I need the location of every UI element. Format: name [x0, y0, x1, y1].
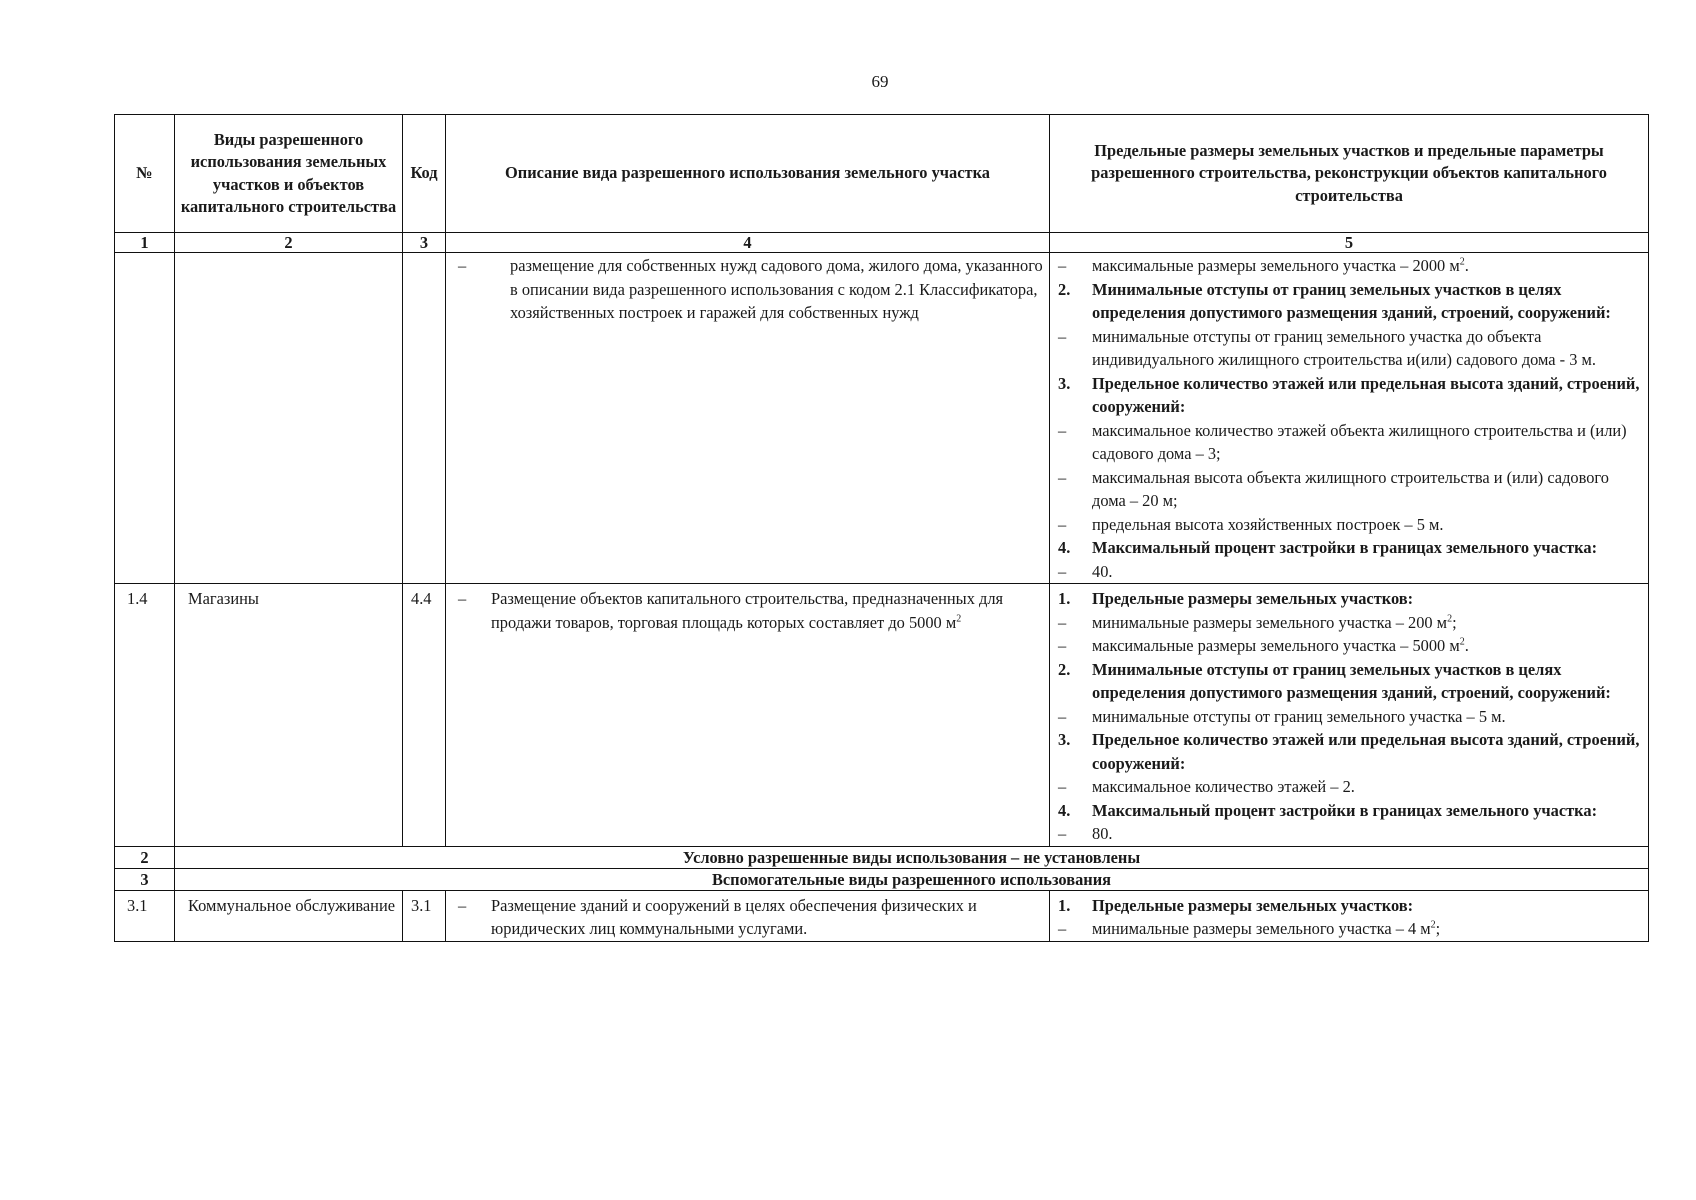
limit-heading [1050, 799, 1648, 823]
limit-text: Максимальный процент застройки в границах земельного участка: [1092, 538, 1598, 557]
superscript: 2 [1459, 256, 1465, 268]
section-title: Условно разрешенные виды использования – не установлены [175, 846, 1649, 868]
section-row-2 [115, 846, 1649, 868]
punctuation: . [1464, 256, 1469, 275]
row-code [403, 253, 446, 584]
limit-heading [1050, 658, 1648, 705]
row-no: 3.1 [115, 890, 175, 941]
description-item [446, 587, 1049, 634]
limit-item [1050, 254, 1648, 278]
limit-item [1050, 466, 1648, 513]
row-limits [1050, 890, 1649, 941]
header-kind: Виды разрешенного использования земельных участков и объектов капитального строительства [175, 115, 403, 233]
limit-heading [1050, 372, 1648, 419]
index-cell: 5 [1050, 233, 1649, 253]
punctuation: ; [1435, 919, 1441, 938]
limit-text: Максимальный процент застройки в границах земельного участка: [1092, 800, 1598, 820]
punctuation: . [1464, 636, 1469, 655]
limit-text: 40. [1092, 561, 1113, 581]
punctuation: ; [1452, 612, 1457, 632]
description-text: размещение для собственных нужд садового дома, жилого дома, указанного в описании вида разрешенного использования с кодом 2.1 Классификатора, хозяйственных построек и гаражей для собственных нужд [510, 256, 1043, 322]
description-text: Размещение объектов капитального строительства, предназначенных для продажи товаров, торговая площадь которых составляет до 5000 м [491, 589, 1004, 632]
number-marker: 1. [1058, 895, 1071, 915]
dash-marker: – [1058, 824, 1067, 843]
header-row [115, 115, 1649, 233]
table-row [115, 890, 1649, 941]
dash-marker: – [458, 256, 467, 275]
header-code: Код [403, 115, 446, 233]
limit-item [1050, 325, 1648, 372]
limit-text: минимальные размеры земельного участка – 4 м [1092, 919, 1431, 938]
limit-item [1050, 419, 1648, 466]
section-no: 2 [115, 846, 175, 868]
dash-marker: – [1058, 777, 1067, 796]
index-cell: 1 [115, 233, 175, 253]
limit-item [1050, 634, 1648, 658]
superscript: 2 [1459, 636, 1465, 648]
row-code: 4.4 [403, 584, 446, 847]
limit-text: Минимальные отступы от границ земельных участков в целях определения допустимого размещения зданий, строений, сооружений: [1092, 659, 1611, 702]
limit-heading [1050, 587, 1648, 611]
table-row [115, 253, 1649, 584]
row-description [446, 890, 1050, 941]
superscript: 2 [1447, 613, 1453, 625]
limit-text: Минимальные отступы от границ земельных участков в целях определения допустимого размещения зданий, строений, сооружений: [1092, 279, 1611, 322]
limit-text: Предельные размеры земельных участков: [1092, 589, 1414, 608]
dash-marker: – [1058, 706, 1067, 726]
section-title: Вспомогательные виды разрешенного использования [175, 868, 1649, 890]
dash-marker: – [1058, 420, 1067, 440]
limit-text: максимальное количество этажей объекта жилищного строительства и (или) садового дома – 3; [1092, 420, 1627, 463]
dash-marker: – [458, 895, 467, 915]
limit-text: максимальное количество этажей – 2. [1092, 777, 1355, 796]
dash-marker: – [1058, 636, 1067, 655]
dash-marker: – [1058, 467, 1067, 487]
row-description [446, 584, 1050, 847]
dash-marker: – [1058, 256, 1067, 275]
row-no: 1.4 [115, 584, 175, 847]
number-marker: 2. [1058, 279, 1071, 299]
row-kind: Коммунальное обслуживание [175, 890, 403, 941]
row-kind: Магазины [175, 584, 403, 847]
limit-item [1050, 513, 1648, 537]
description-text: Размещение зданий и сооружений в целях обеспечения физических и юридических лиц коммунальными услугами. [491, 895, 977, 938]
number-marker: 4. [1058, 538, 1071, 557]
index-cell: 2 [175, 233, 403, 253]
limit-heading [1050, 894, 1648, 918]
number-marker: 3. [1058, 373, 1071, 393]
limit-item [1050, 560, 1648, 584]
number-marker: 4. [1058, 800, 1071, 820]
limit-text: минимальные отступы от границ земельного участка до объекта индивидуального жилищного строительства и(или) садового дома - 3 м. [1092, 326, 1596, 369]
limit-text: предельная высота хозяйственных построек – 5 м. [1092, 514, 1444, 534]
limit-text: максимальная высота объекта жилищного строительства и (или) садового дома – 20 м; [1092, 467, 1609, 510]
limit-item [1050, 775, 1648, 799]
limit-text: Предельные размеры земельных участков: [1092, 895, 1414, 915]
land-use-table [114, 114, 1649, 942]
dash-marker: – [1058, 326, 1067, 346]
limit-heading [1050, 536, 1648, 560]
limit-item [1050, 705, 1648, 729]
limit-item [1050, 611, 1648, 635]
limit-text: максимальные размеры земельного участка – 5000 м [1092, 636, 1460, 655]
dash-marker: – [1058, 612, 1067, 632]
limit-heading [1050, 278, 1648, 325]
limit-text: 80. [1092, 824, 1113, 843]
header-description: Описание вида разрешенного использования земельного участка [446, 115, 1050, 233]
header-limits: Предельные размеры земельных участков и предельные параметры разрешенного строительства, реконструкции объектов капитального строительства [1050, 115, 1649, 233]
index-cell: 3 [403, 233, 446, 253]
row-limits [1050, 253, 1649, 584]
description-item [446, 254, 1049, 325]
header-no: № [115, 115, 175, 233]
section-row-3 [115, 868, 1649, 890]
row-no [115, 253, 175, 584]
limit-text: максимальные размеры земельного участка – 2000 м [1092, 256, 1460, 275]
superscript: 2 [1430, 919, 1436, 931]
limit-heading [1050, 728, 1648, 775]
row-kind [175, 253, 403, 584]
table-row [115, 584, 1649, 847]
dash-marker: – [1058, 561, 1067, 581]
dash-marker: – [1058, 514, 1067, 534]
column-index-row [115, 233, 1649, 253]
number-marker: 1. [1058, 589, 1071, 608]
limit-text: Предельное количество этажей или предельная высота зданий, строений, сооружений: [1092, 730, 1640, 773]
limit-text: минимальные отступы от границ земельного участка – 5 м. [1092, 706, 1506, 726]
superscript: 2 [956, 613, 962, 625]
limit-item [1050, 917, 1648, 941]
limit-item [1050, 822, 1648, 846]
row-description [446, 253, 1050, 584]
page-number: 69 [871, 72, 889, 91]
number-marker: 2. [1058, 659, 1071, 679]
section-no: 3 [115, 868, 175, 890]
number-marker: 3. [1058, 730, 1071, 749]
row-limits [1050, 584, 1649, 847]
dash-marker: – [458, 589, 467, 608]
index-cell: 4 [446, 233, 1050, 253]
row-code: 3.1 [403, 890, 446, 941]
limit-text: минимальные размеры земельного участка – 200 м [1092, 612, 1448, 632]
description-item [446, 894, 1049, 941]
dash-marker: – [1058, 919, 1067, 938]
limit-text: Предельное количество этажей или предельная высота зданий, строений, сооружений: [1092, 373, 1640, 416]
